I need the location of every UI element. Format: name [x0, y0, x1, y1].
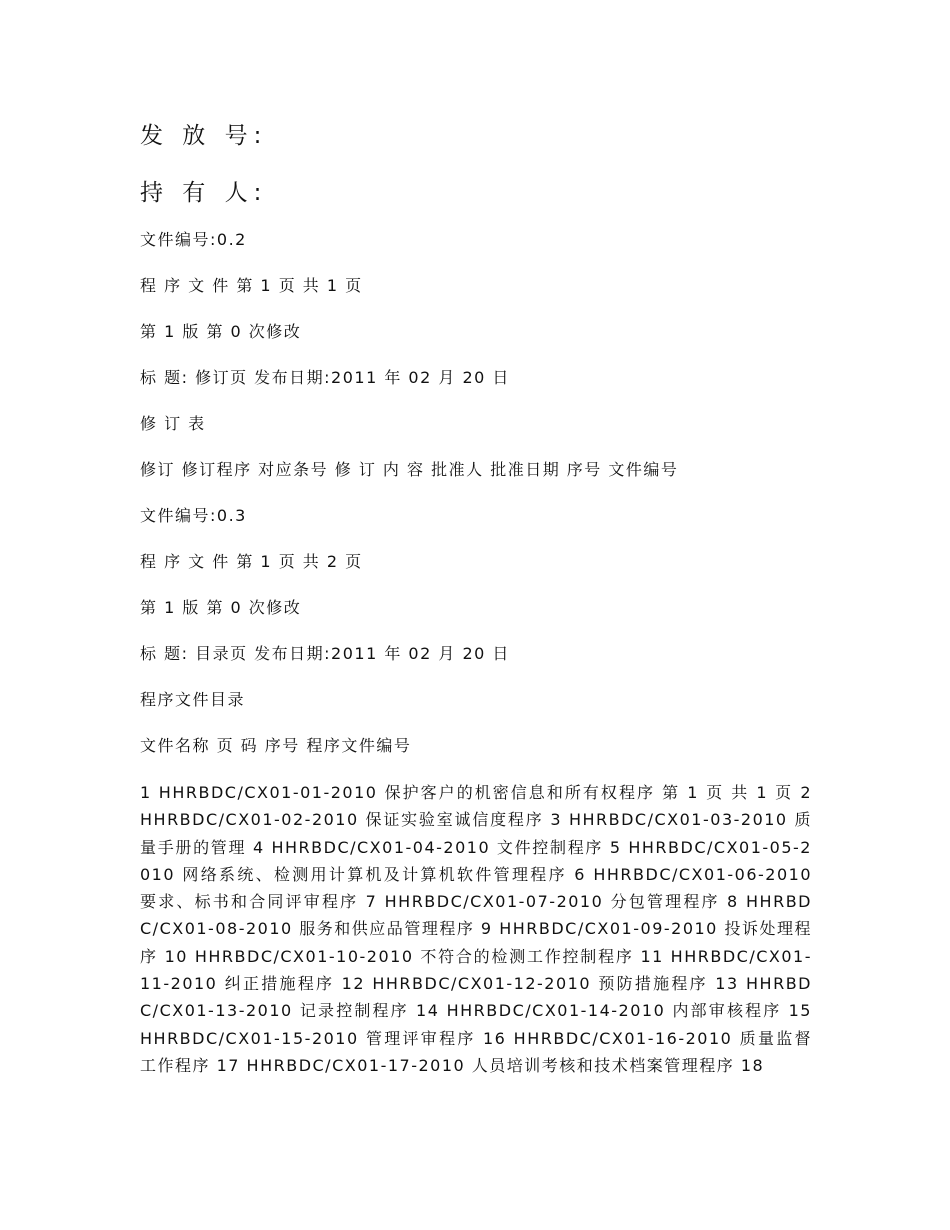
issue-number-label: 发 放 号:	[140, 123, 268, 149]
holder-label: 持 有 人:	[140, 180, 268, 206]
contents-doc-number: 文件编号:0.3	[140, 506, 247, 525]
revision-version: 第 1 版 第 0 次修改	[140, 322, 302, 341]
revision-page-info: 程 序 文 件 第 1 页 共 1 页	[140, 276, 363, 295]
contents-title-line: 标 题: 目录页 发布日期:2011 年 02 月 20 日	[140, 644, 510, 663]
revision-table-title: 修 订 表	[140, 414, 206, 433]
revision-table-headers: 修订 修订程序 对应条号 修 订 内 容 批准人 批准日期 序号 文件编号	[140, 460, 679, 479]
contents-page-info: 程 序 文 件 第 1 页 共 2 页	[140, 552, 363, 571]
directory-headers: 文件名称 页 码 序号 程序文件编号	[140, 736, 412, 755]
directory-listing: 1 HHRBDC/CX01-01-2010 保护客户的机密信息和所有权程序 第 1 页 共 1 页 2 HHRBDC/CX01-02-2010 保证实验室诚信度程序 3 HHRBDC/CX01-03-2010 质量手册的管理 4 HHRBDC/CX01-04-2010 文件控制程序 5 HHRBDC/CX01-05-2010 网络系统、检测用计算机及计算机软件管理程序 6 HHRBDC/CX01-06-2010 要求、标书和合同评审程序 7 HHRBDC/CX01-07-2010 分包管理程序 8 HHRBDC/CX01-08-2010 服务和供应品管理程序 9 HHRBDC/CX01-09-2010 投诉处理程序 10 HHRBDC/CX01-10-2010 不符合的检测工作控制程序 11 HHRBDC/CX01-11-2010 纠正措施程序 12 HHRBDC/CX01-12-2010 预防措施程序 13 HHRBDC/CX01-13-2010 记录控制程序 14 HHRBDC/CX01-14-2010 内部审核程序 15 HHRBDC/CX01-15-2010 管理评审程序 16 HHRBDC/CX01-16-2010 质量监督工作程序 17 HHRBDC/CX01-17-2010 人员培训考核和技术档案管理程序 18	[140, 783, 812, 1075]
revision-doc-number: 文件编号:0.2	[140, 230, 247, 249]
contents-version: 第 1 版 第 0 次修改	[140, 598, 302, 617]
revision-title-line: 标 题: 修订页 发布日期:2011 年 02 月 20 日	[140, 368, 510, 387]
directory-title: 程序文件目录	[140, 690, 246, 709]
